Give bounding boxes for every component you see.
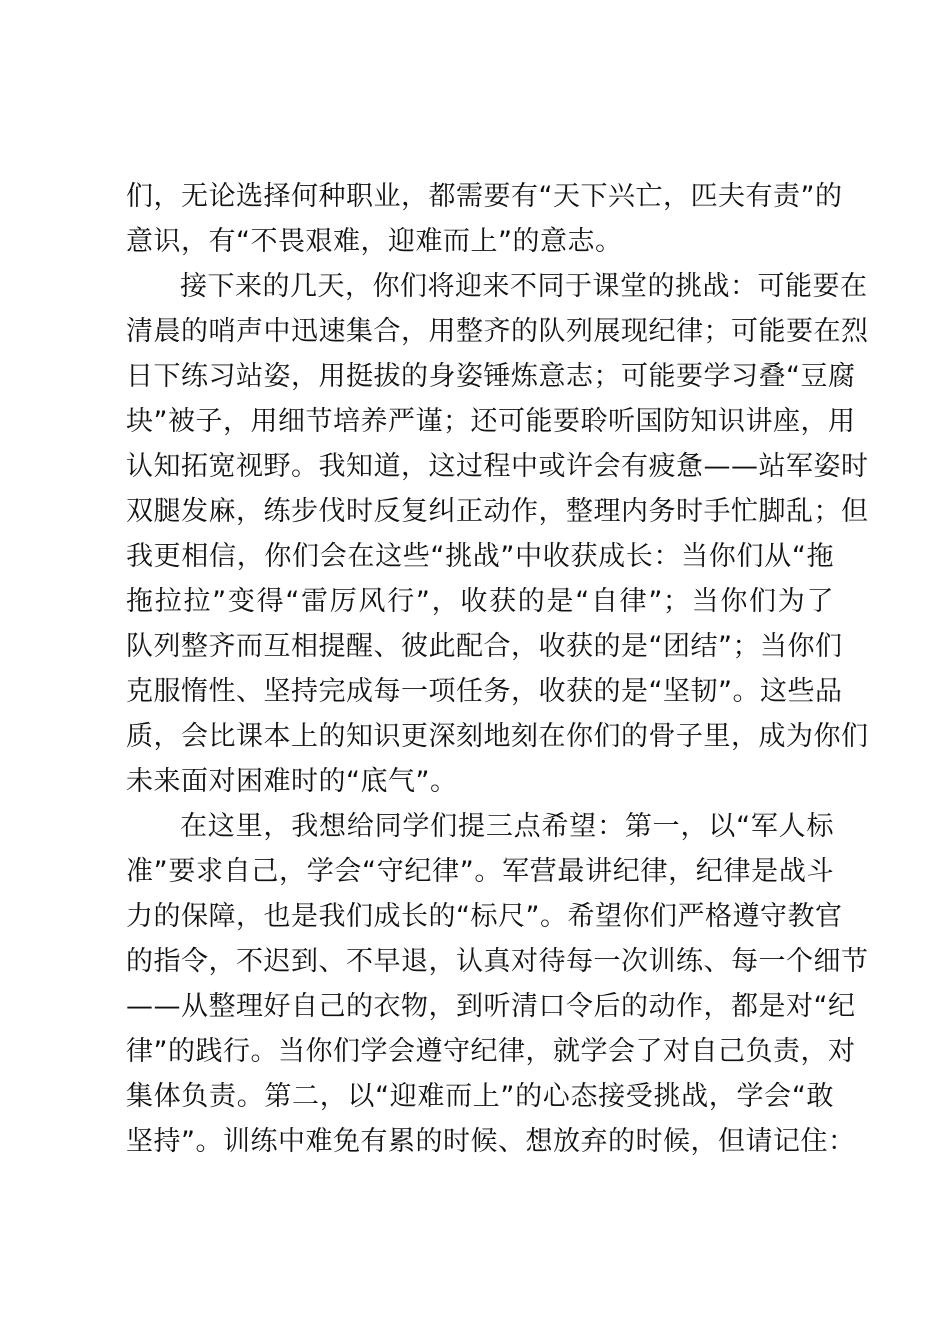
- text-line: 克服惰性、坚持完成每一项任务，收获的是“坚韧”。这些品: [126, 676, 843, 707]
- text-line: 未来面对困难时的“底气”。: [126, 766, 458, 797]
- text-line: 意识，有“不畏艰难，迎难而上”的意志。: [126, 226, 623, 257]
- text-line: 日下练习站姿，用挺拔的身姿锤炼意志；可能要学习叠“豆腐: [126, 361, 856, 392]
- text-line: 接下来的几天，你们将迎来不同于课堂的挑战：可能要在: [180, 271, 868, 302]
- text-line: 准”要求自己，学会“守纪律”。军营最讲纪律，纪律是战斗: [126, 856, 834, 887]
- text-line: 我更相信，你们会在这些“挑战”中收获成长：当你们从“拖: [126, 541, 834, 572]
- text-line: 集体负责。第二，以“迎难而上”的心态接受挑战，学会“敢: [126, 1081, 834, 1112]
- text-line: ——从整理好自己的衣物，到听清口令后的动作，都是对“纪: [126, 991, 856, 1022]
- text-line: 认知拓宽视野。我知道，这过程中或许会有疲惫——站军姿时: [126, 451, 869, 482]
- text-line: 队列整齐而互相提醒、彼此配合，收获的是“团结”；当你们: [126, 631, 843, 662]
- paragraph-1: [126, 174, 843, 264]
- text-line: 拖拉拉”变得“雷厉风行”，收获的是“自律”；当你们为了: [126, 586, 834, 617]
- paragraph-2: [126, 264, 869, 804]
- text-line: 清晨的哨声中迅速集合，用整齐的队列展现纪律；可能要在烈: [126, 316, 869, 347]
- text-line: 在这里，我想给同学们提三点希望：第一，以“军人标: [180, 811, 834, 842]
- text-line: 力的保障，也是我们成长的“标尺”。希望你们严格遵守教官: [126, 901, 843, 932]
- text-line: 块”被子，用细节培养严谨；还可能要聆听国防知识讲座，用: [126, 406, 856, 437]
- paragraph-3: [126, 804, 869, 1164]
- text-line: 律”的践行。当你们学会遵守纪律，就学会了对自己负责，对: [126, 1036, 856, 1067]
- text-line: 坚持”。训练中难免有累的时候、想放弃的时候，但请记住：: [126, 1126, 856, 1157]
- text-line: 质，会比课本上的知识更深刻地刻在你们的骨子里，成为你们: [126, 721, 869, 752]
- document-body: [126, 174, 869, 1164]
- text-line: 们，无论选择何种职业，都需要有“天下兴亡，匹夫有责”的: [126, 181, 843, 212]
- text-line: 的指令，不迟到、不早退，认真对待每一次训练、每一个细节: [126, 946, 869, 977]
- text-line: 双腿发麻，练步伐时反复纠正动作，整理内务时手忙脚乱；但: [126, 496, 869, 527]
